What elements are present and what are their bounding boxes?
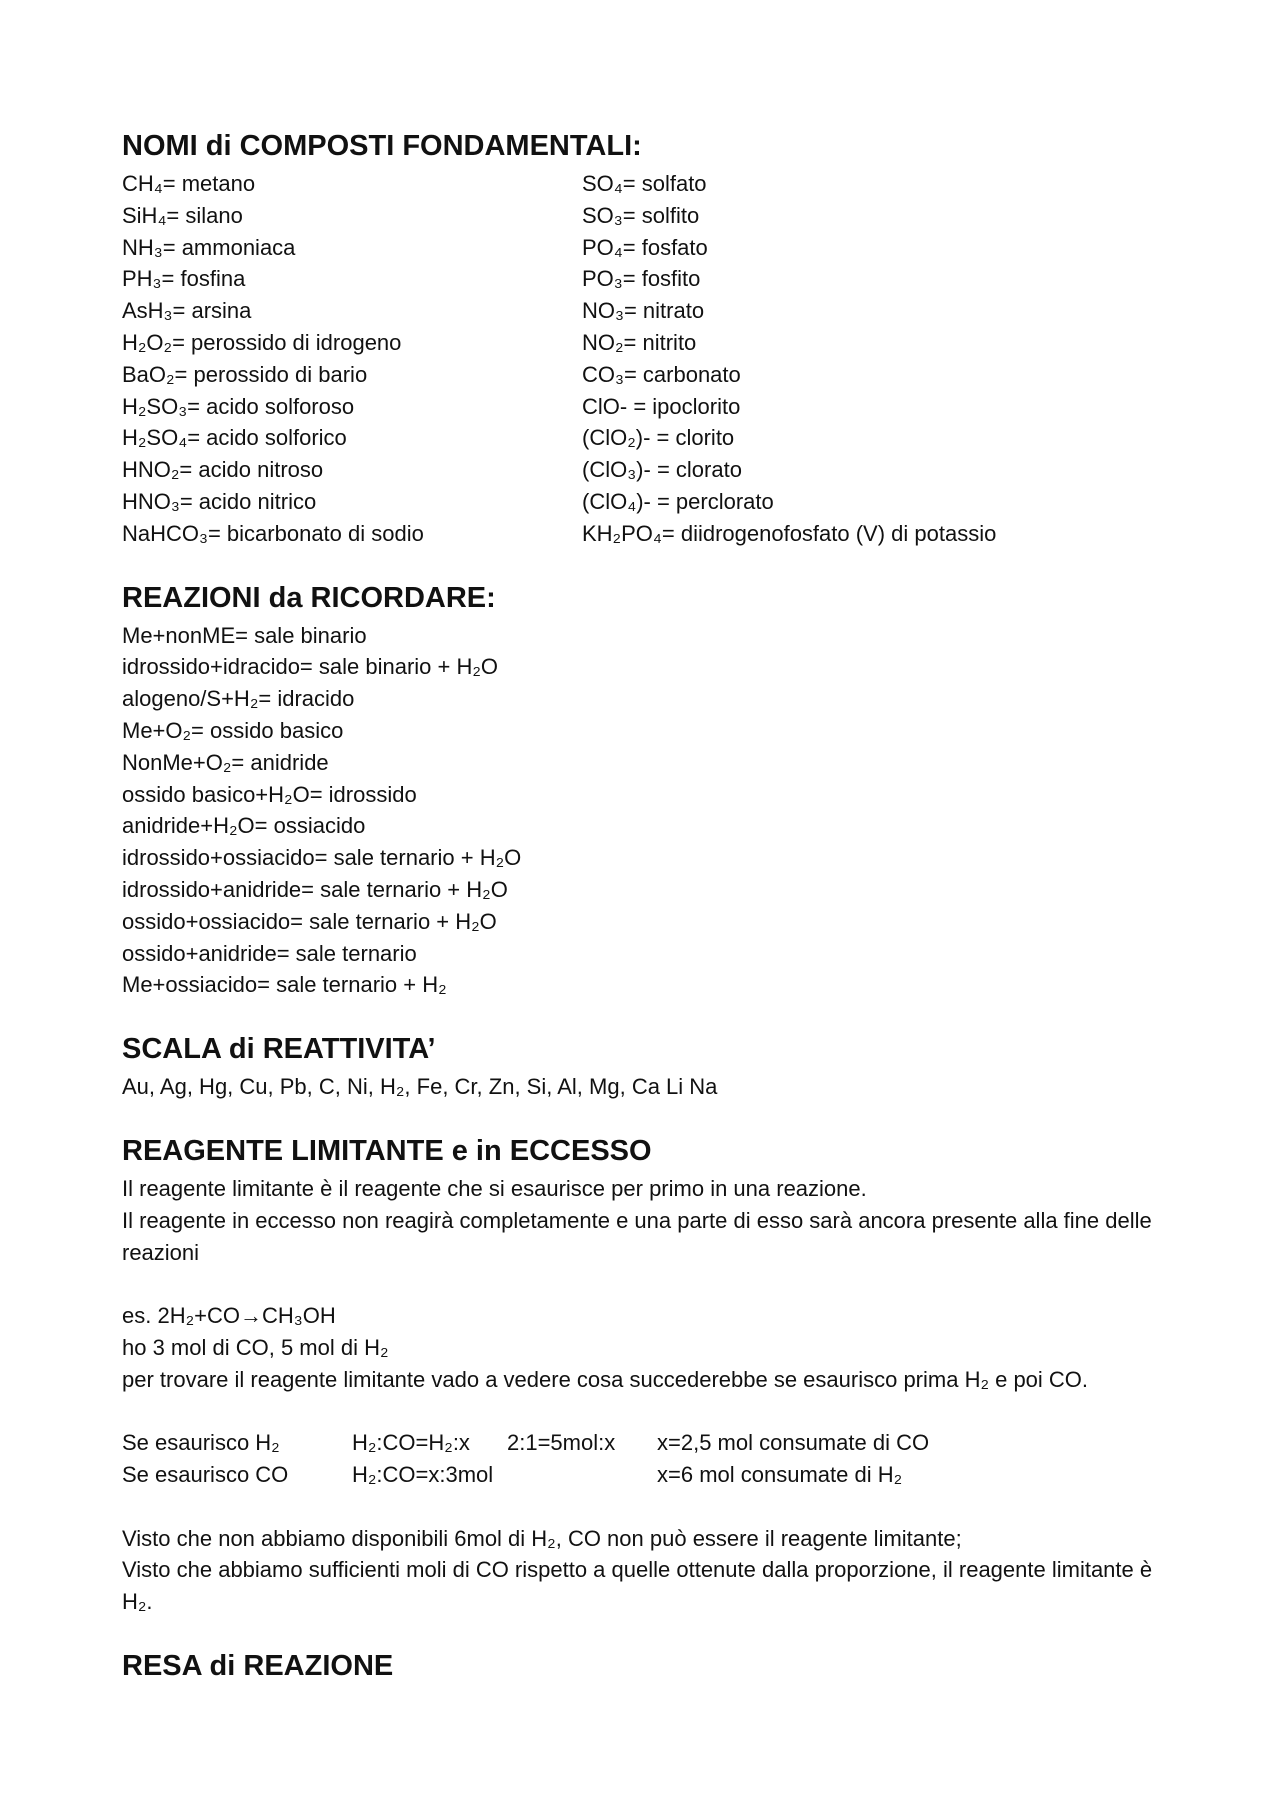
list-item: H₂SO₃= acido solforoso: [122, 393, 355, 419]
calc-cell: Se esaurisco CO: [122, 1462, 289, 1488]
list-item: CO₃= carbonato: [582, 361, 741, 387]
list-item: HNO₂= acido nitroso: [122, 457, 324, 483]
example-data: ho 3 mol di CO, 5 mol di H₂: [122, 1334, 389, 1360]
list-item: NonMe+O₂= anidride: [122, 749, 329, 775]
section-title-reactions: REAZIONI da RICORDARE:: [122, 581, 496, 614]
list-item: alogeno/S+H₂= idracido: [122, 686, 355, 712]
list-item: CH₄= metano: [122, 171, 256, 196]
list-item: AsH₃= arsina: [122, 298, 252, 324]
list-item: SO₄= solfato: [582, 171, 707, 196]
calc-cell: 2:1=5mol:x: [507, 1430, 616, 1456]
calc-cell: H₂:CO=x:3mol: [352, 1462, 494, 1488]
reactivity-series: Au, Ag, Hg, Cu, Pb, C, Ni, H₂, Fe, Cr, Zn, Si, Al, Mg, Ca Li Na: [122, 1074, 718, 1100]
paragraph: Visto che non abbiamo disponibili 6mol di H₂, CO non può essere il reagente limitante;: [122, 1525, 962, 1551]
list-item: NO₃= nitrato: [582, 298, 705, 324]
list-item: idrossido+anidride= sale ternario + H₂O: [122, 876, 508, 902]
list-item: ossido+anidride= sale ternario: [122, 940, 417, 966]
calc-cell: x=6 mol consumate di H₂: [657, 1462, 903, 1488]
section-title-limiting-reagent: REAGENTE LIMITANTE e in ECCESSO: [122, 1134, 652, 1167]
list-item: NH₃= ammoniaca: [122, 234, 296, 260]
list-item: KH₂PO₄= diidrogenofosfato (V) di potassio: [582, 520, 997, 546]
calc-cell: Se esaurisco H₂: [122, 1430, 280, 1456]
compound-list-left: [122, 168, 582, 550]
paragraph: Visto che abbiamo sufficienti moli di CO rispetto a quelle ottenute dalla proporzione, il reagente limitante è H₂.: [122, 1557, 1153, 1615]
list-item: PO₃= fosfito: [582, 266, 701, 292]
document-page: [122, 128, 1162, 1714]
compound-list-right: [582, 168, 1162, 550]
list-item: PH₃= fosfina: [122, 266, 246, 292]
calc-row: [122, 1459, 1162, 1491]
section-reaction-yield: [122, 1648, 1162, 1684]
list-item: Me+nonME= sale binario: [122, 622, 367, 648]
example-equation: es. 2H₂+CO→CH₃OH: [122, 1303, 336, 1329]
list-item: idrossido+ossiacido= sale ternario + H₂O: [122, 845, 522, 871]
section-reactivity-scale: [122, 1031, 1162, 1103]
section-reactions: [122, 580, 1162, 1002]
calc-cell: [507, 1459, 657, 1491]
calc-cell: x=2,5 mol consumate di CO: [657, 1430, 930, 1456]
list-item: idrossido+idracido= sale binario + H₂O: [122, 654, 499, 680]
list-item: (ClO₂)- = clorito: [582, 425, 735, 451]
list-item: ossido basico+H₂O= idrossido: [122, 781, 417, 807]
list-item: NO₂= nitrito: [582, 329, 697, 355]
list-item: H₂O₂= perossido di idrogeno: [122, 329, 402, 355]
list-item: H₂SO₄= acido solforico: [122, 425, 347, 451]
list-item: SO₃= solfito: [582, 202, 700, 228]
list-item: Me+ossiacido= sale ternario + H₂: [122, 972, 447, 998]
list-item: Me+O₂= ossido basico: [122, 717, 344, 743]
calc-row: [122, 1427, 1162, 1459]
list-item: ossido+ossiacido= sale ternario + H₂O: [122, 908, 497, 934]
section-limiting-reagent: [122, 1133, 1162, 1618]
list-item: ClO- = ipoclorito: [582, 393, 741, 419]
list-item: HNO₃= acido nitrico: [122, 488, 317, 514]
example-method: per trovare il reagente limitante vado a vedere cosa succederebbe se esaurisco prima H₂ e poi CO.: [122, 1366, 1089, 1392]
list-item: anidride+H₂O= ossiacido: [122, 813, 366, 839]
paragraph: Il reagente in eccesso non reagirà completamente e una parte di esso sarà ancora presente alla fine delle reazioni: [122, 1207, 1152, 1265]
list-item: BaO₂= perossido di bario: [122, 361, 368, 387]
compound-columns: [122, 168, 1162, 550]
section-title-reactivity: SCALA di REATTIVITA’: [122, 1033, 436, 1066]
calc-cell: H₂:CO=H₂:x: [352, 1430, 470, 1456]
list-item: NaHCO₃= bicarbonato di sodio: [122, 520, 424, 546]
section-title-compound-names: NOMI di COMPOSTI FONDAMENTALI:: [122, 130, 642, 162]
list-item: (ClO₃)- = clorato: [582, 457, 742, 483]
section-title-reaction-yield: RESA di REAZIONE: [122, 1650, 394, 1683]
list-item: (ClO₄)- = perclorato: [582, 488, 774, 514]
list-item: PO₄= fosfato: [582, 234, 708, 260]
paragraph: Il reagente limitante è il reagente che si esaurisce per primo in una reazione.: [122, 1175, 867, 1201]
list-item: SiH₄= silano: [122, 202, 243, 228]
section-compound-names: [122, 128, 1162, 550]
